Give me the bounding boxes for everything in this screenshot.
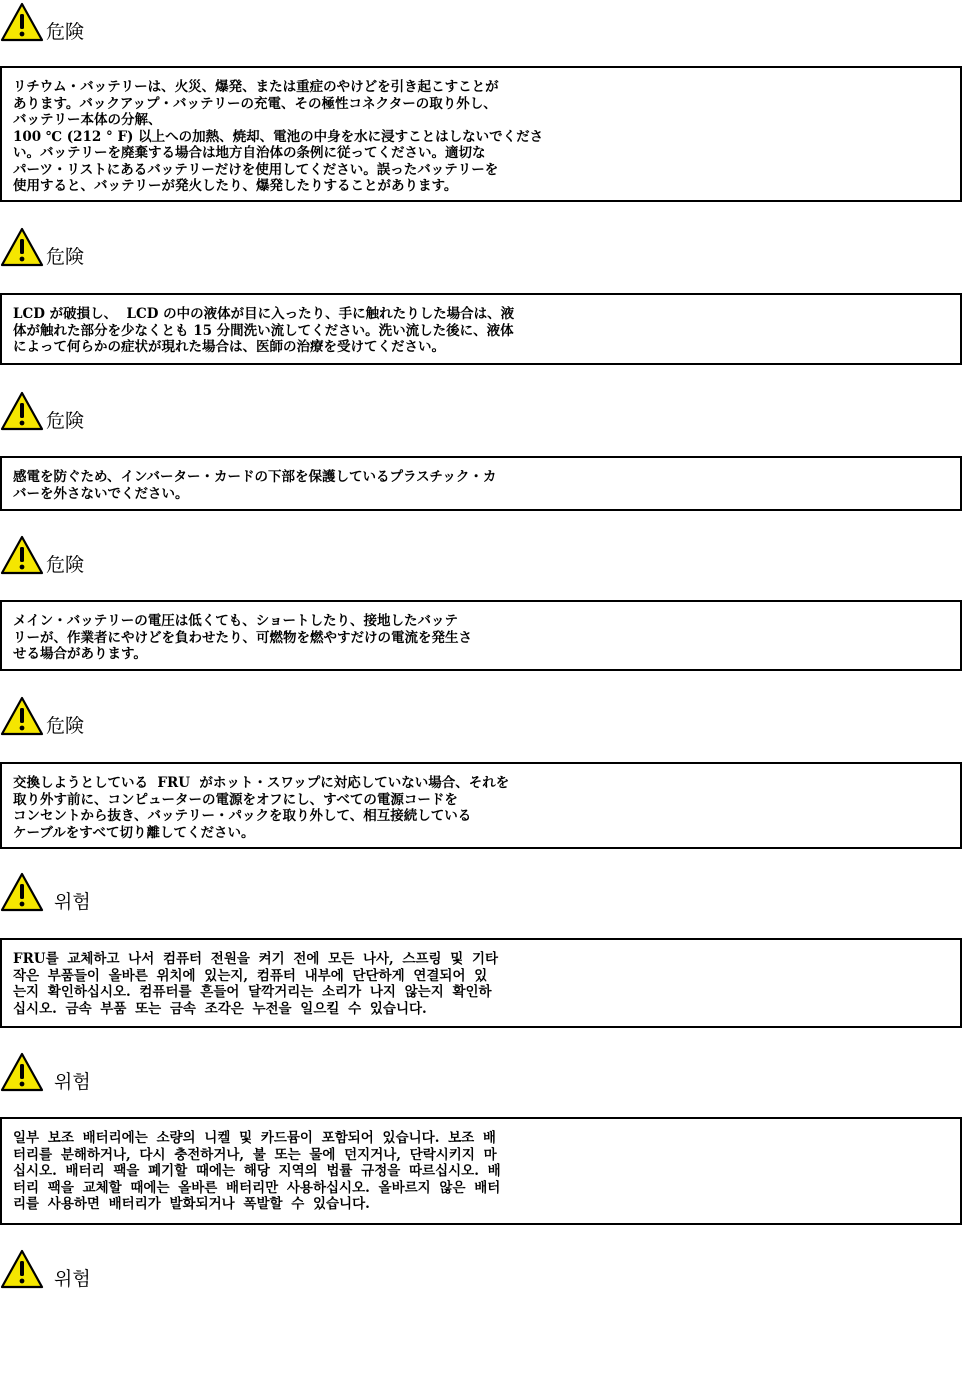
danger-notice-box <box>0 66 962 202</box>
warning-triangle-icon <box>0 872 44 914</box>
danger-heading-label: 위험 <box>54 1071 91 1093</box>
notice-line: 100 ℃ (212 ° F) 以上への加熱、焼却、電池の中身を水に浸すことはしないでくださ <box>13 128 544 145</box>
notice-line: ケーブルをすべて切り離してください。 <box>13 824 255 841</box>
notice-line: コンセントから抜き、バッテリー・パックを取り外して、相互接続している <box>13 808 472 824</box>
danger-notice-box <box>0 1117 962 1225</box>
notice-line: 取り外す前に、コンピューターの電源をオフにし、すべての電源コードを <box>13 791 458 808</box>
notice-line: せる場合があります。 <box>13 646 147 662</box>
warning-triangle-icon <box>0 227 44 269</box>
danger-heading-label: 危険 <box>46 554 85 576</box>
notice-line: 십시오. 금속 부품 또는 금속 조각은 누전을 일으킬 수 있습니다. <box>13 1000 427 1017</box>
warning-triangle-icon <box>0 535 44 577</box>
danger-heading <box>0 535 84 577</box>
notice-line: 십시오. 배터리 팩을 폐기할 때에는 해당 지역의 법률 규정을 따르십시오. 배 <box>13 1163 501 1179</box>
notice-line: 일부 보조 배터리에는 소량의 니켈 및 카드뮴이 포함되어 있습니다. 보조 배 <box>13 1130 496 1146</box>
notice-line: メイン・バッテリーの電圧は低くても、ショートしたり、接地したバッテ <box>13 613 458 629</box>
danger-heading <box>0 1052 91 1094</box>
notice-line: 작은 부품들이 올바른 위치에 있는지, 컴퓨터 내부에 단단하게 연결되어 있 <box>13 967 488 984</box>
notice-line: バッテリー本体の分解、 <box>13 112 162 128</box>
danger-heading <box>0 1249 91 1291</box>
notice-line: 体が触れた部分を少なくとも 15 分間洗い流してください。洗い流した後に、液体 <box>13 322 514 339</box>
warning-triangle-icon <box>0 1249 44 1291</box>
notice-line: バーを外さないでください。 <box>13 485 189 502</box>
notice-line: 는지 확인하십시오. 컴퓨터를 흔들어 달깍거리는 소리가 나지 않는지 확인하 <box>13 984 492 1000</box>
notice-line: LCD が破損し、 LCD の中の液体が目に入ったり、手に触れたりした場合は、液 <box>13 306 515 322</box>
notice-line: い。バッテリーを廃棄する場合は地方自治体の条例に従ってください。適切な <box>13 145 486 161</box>
danger-heading <box>0 2 84 44</box>
danger-heading <box>0 227 84 269</box>
danger-heading-label: 위험 <box>54 891 91 913</box>
danger-notice-box <box>0 938 962 1028</box>
warning-triangle-icon <box>0 2 44 44</box>
warning-triangle-icon <box>0 391 44 433</box>
danger-notice-box <box>0 456 962 511</box>
notice-line: 터리 팩을 교체할 때에는 올바른 배터리만 사용하십시오. 올바르지 않은 배터 <box>13 1179 501 1196</box>
danger-heading <box>0 872 91 914</box>
notice-line: リーが、作業者にやけどを負わせたり、可燃物を燃やすだけの電流を発生さ <box>13 629 472 646</box>
danger-notice-box <box>0 762 962 849</box>
notice-line: 터리를 분해하거나, 다시 충전하거나, 불 또는 물에 던지거나, 단락시키지 마 <box>13 1146 497 1163</box>
danger-notice-box <box>0 600 962 671</box>
danger-heading <box>0 391 84 433</box>
notice-line: パーツ・リストにあるバッテリーだけを使用してください。誤ったバッテリーを <box>13 161 499 178</box>
notice-line: によって何らかの症状が現れた場合は、医師の治療を受けてください。 <box>13 339 445 355</box>
notice-line: 感電を防ぐため、インバーター・カードの下部を保護しているプラスチック・カ <box>13 469 497 485</box>
notice-line: 리를 사용하면 배터리가 발화되거나 폭발할 수 있습니다. <box>13 1196 370 1212</box>
notice-line: 使用すると、バッテリーが発火したり、爆発したりすることがあります。 <box>13 178 458 194</box>
danger-notice-box <box>0 293 962 365</box>
warning-triangle-icon <box>0 696 44 738</box>
danger-heading <box>0 696 84 738</box>
danger-heading-label: 危険 <box>46 410 85 432</box>
danger-heading-label: 危険 <box>46 246 85 268</box>
notice-line: リチウム・バッテリーは、火災、爆発、または重症のやけどを引き起こすことが <box>13 79 499 95</box>
danger-heading-label: 危険 <box>46 21 85 43</box>
danger-heading-label: 위험 <box>54 1268 91 1290</box>
notice-line: 交換しようとしている FRU がホット・スワップに対応していない場合、それを <box>13 775 510 791</box>
notice-line: あります。バックアップ・バッテリーの充電、その極性コネクターの取り外し、 <box>13 95 497 112</box>
warning-triangle-icon <box>0 1052 44 1094</box>
notice-line: FRU를 교체하고 나서 컴퓨터 전원을 켜기 전에 모든 나사, 스프링 및 기타 <box>13 951 499 967</box>
danger-heading-label: 危険 <box>46 715 85 737</box>
